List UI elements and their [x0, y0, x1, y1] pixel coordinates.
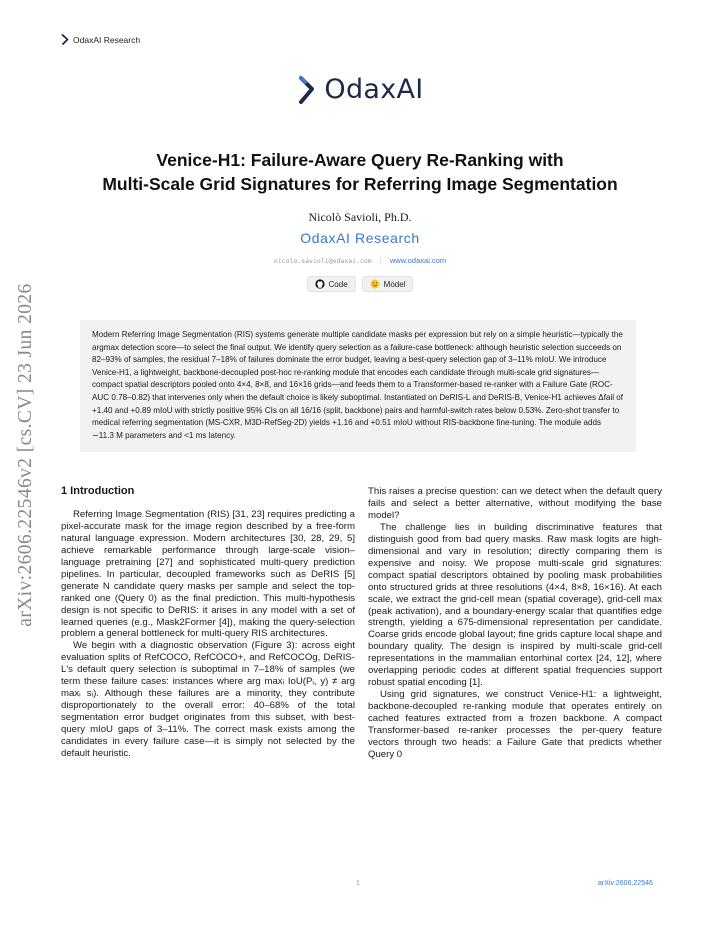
- code-button-label: Code: [328, 279, 348, 289]
- intro-paragraph-4: The challenge lies in building discriminative features that distinguish good from bad query masks. Raw mask logits are high-dimensional and vary in resolution; directly comparing them is expensive and noisy. We propose multi-scale grid signatures: compact spatial descriptors obtained by pooling mask probabilities onto structured grids at three resolutions (4×4, 8×8, 16×16). At each scale, we extract the grid-cell mean (spatial coverage), grid-cell max (peak activation), and a boundary-energy scalar that quantifies edge strength, yielding a 675-dimensional representation per candidate. Coarse grids encode global layout; fine grids capture local shape and boundary quality. The design is inspired by multi-scale grid-cell representations in the mammalian entorhinal cortex [24, 12], where overlapping periodic codes at different spatial frequencies support robust spatial encoding [1].: [368, 521, 662, 689]
- contact-line: [0, 256, 720, 265]
- email-link[interactable]: nicolo.savioli@odaxai.com: [273, 257, 372, 265]
- header-org: [61, 34, 140, 45]
- contact-separator: |: [379, 256, 382, 265]
- header-org-text: OdaxAI Research: [73, 34, 141, 45]
- resource-buttons: [0, 276, 720, 292]
- intro-paragraph-2: We begin with a diagnostic observation (Figure 3): across eight evaluation splits of RefCOCO, RefCOCO+, and RefCOCOg, DeRIS-L's default query selection is suboptimal in 7–18% of samples (we term these failure cases: instances where arg maxᵢ IoU(Pᵢ, y) ≠ arg maxᵢ sᵢ). Although these failures are a minority, they contribute disproportionately to the overall error: 40–68% of the total segmentation error budget originates from this subset, with best-query mIoU gaps of 3–11%. The correct mask exists among the candidates in every failure case—it is simply not selected by the default heuristic.: [61, 640, 355, 760]
- intro-paragraph-5: Using grid signatures, we construct Venice-H1: a lightweight, backbone-decoupled re-ranking module that operates entirely on cached features extracted from a frozen backbone. A compact Transformer-based re-ranker processes the per-query feature vectors through two heads: a Failure Gate that predicts whether Query 0: [368, 689, 662, 760]
- paper-title: [40, 148, 680, 196]
- author-name: Nicolò Savioli, Ph.D.: [308, 210, 412, 224]
- website-link[interactable]: www.odaxai.com: [389, 256, 447, 265]
- model-button-label: Model: [383, 279, 406, 289]
- footer-arxiv-id[interactable]: arXiv:2606.22546: [598, 880, 653, 887]
- right-column: [368, 486, 662, 761]
- left-column: [61, 486, 355, 760]
- abstract: Modern Referring Image Segmentation (RIS) systems generate multiple candidate masks per expression but rely on a simple heuristic—typically the argmax detection score—to select the final output. We identify query selection as a failure-case bottleneck: although heuristic selection succeeds on 82–93% of samples, the residual 7–18% of failures dominate the error budget, leaving a best-query selection gap of 3–11% mIoU. We introduce Venice-H1, a lightweight, backbone-decoupled post-hoc re-ranking module that encodes each candidate through multi-scale grid signatures—compact spatial descriptors pooled onto 4×4, 8×8, and 16×16 grids—and feeds them to a Transformer-based re-ranker with a Failure Gate (ROC-AUC 0.78–0.82) that intervenes only when the default choice is likely suboptimal. Instantiated on DeRIS-L and DeRIS-B, Venice-H1 achieves Δfail of +1.40 and +0.89 mIoU with strictly positive 95% CIs on all 16/16 (split, backbone) pairs and harmful-switch rates below 0.53%. Zero-shot transfer to medical referring segmentation (MS-CXR, M3D-RefSeg-2D) yields +1.16 and +0.51 mIoU without RIS-backbone fine-tuning. The module adds ∼11.3 M parameters and <1 ms latency.: [80, 320, 636, 452]
- odaxai-logo-icon: [61, 34, 69, 45]
- code-button[interactable]: [307, 276, 356, 292]
- model-button[interactable]: [362, 276, 414, 292]
- hugging-face-icon: [370, 279, 380, 289]
- title-line-2: Multi-Scale Grid Signatures for Referring Image Segmentation: [102, 174, 618, 194]
- section-heading: 1 Introduction: [61, 485, 135, 497]
- arxiv-side-identifier: [8, 260, 44, 650]
- github-icon: [315, 279, 325, 289]
- odaxai-mark-icon: [296, 75, 318, 105]
- title-line-1: Venice-H1: Failure-Aware Query Re-Ranking with: [156, 150, 564, 170]
- odaxai-logo: [0, 74, 720, 105]
- arxiv-side-text: arXiv:2606.22546v2 [cs.CV] 23 Jun 2026: [15, 283, 36, 627]
- intro-paragraph-1: Referring Image Segmentation (RIS) [31, 23] requires predicting a pixel-accurate mask for the image region described by a free-form natural language expression. Modern architectures [30, 28, 29, 5] achieve remarkable performance through large-scale vision–language pretraining [27] and sophisticated multi-query prediction pipelines. In particular, decoupled frameworks such as DeRIS [5] generate N candidate query masks per sample and select the top-ranked one (Query 0) as the final prediction. This multi-hypothesis design is not specific to DeRIS: it arises in any model with a set of learned queries (e.g., Mask2Former [4]), making the query-selection problem a general bottleneck for multi-query RIS architectures.: [61, 508, 355, 640]
- logo-wordmark: OdaxAI: [324, 74, 424, 105]
- affiliation: OdaxAI Research: [300, 230, 420, 246]
- page-number: 1: [356, 880, 360, 887]
- intro-paragraph-3: This raises a precise question: can we detect when the default query fails and select a better alternative, without modifying the base model?: [368, 486, 662, 521]
